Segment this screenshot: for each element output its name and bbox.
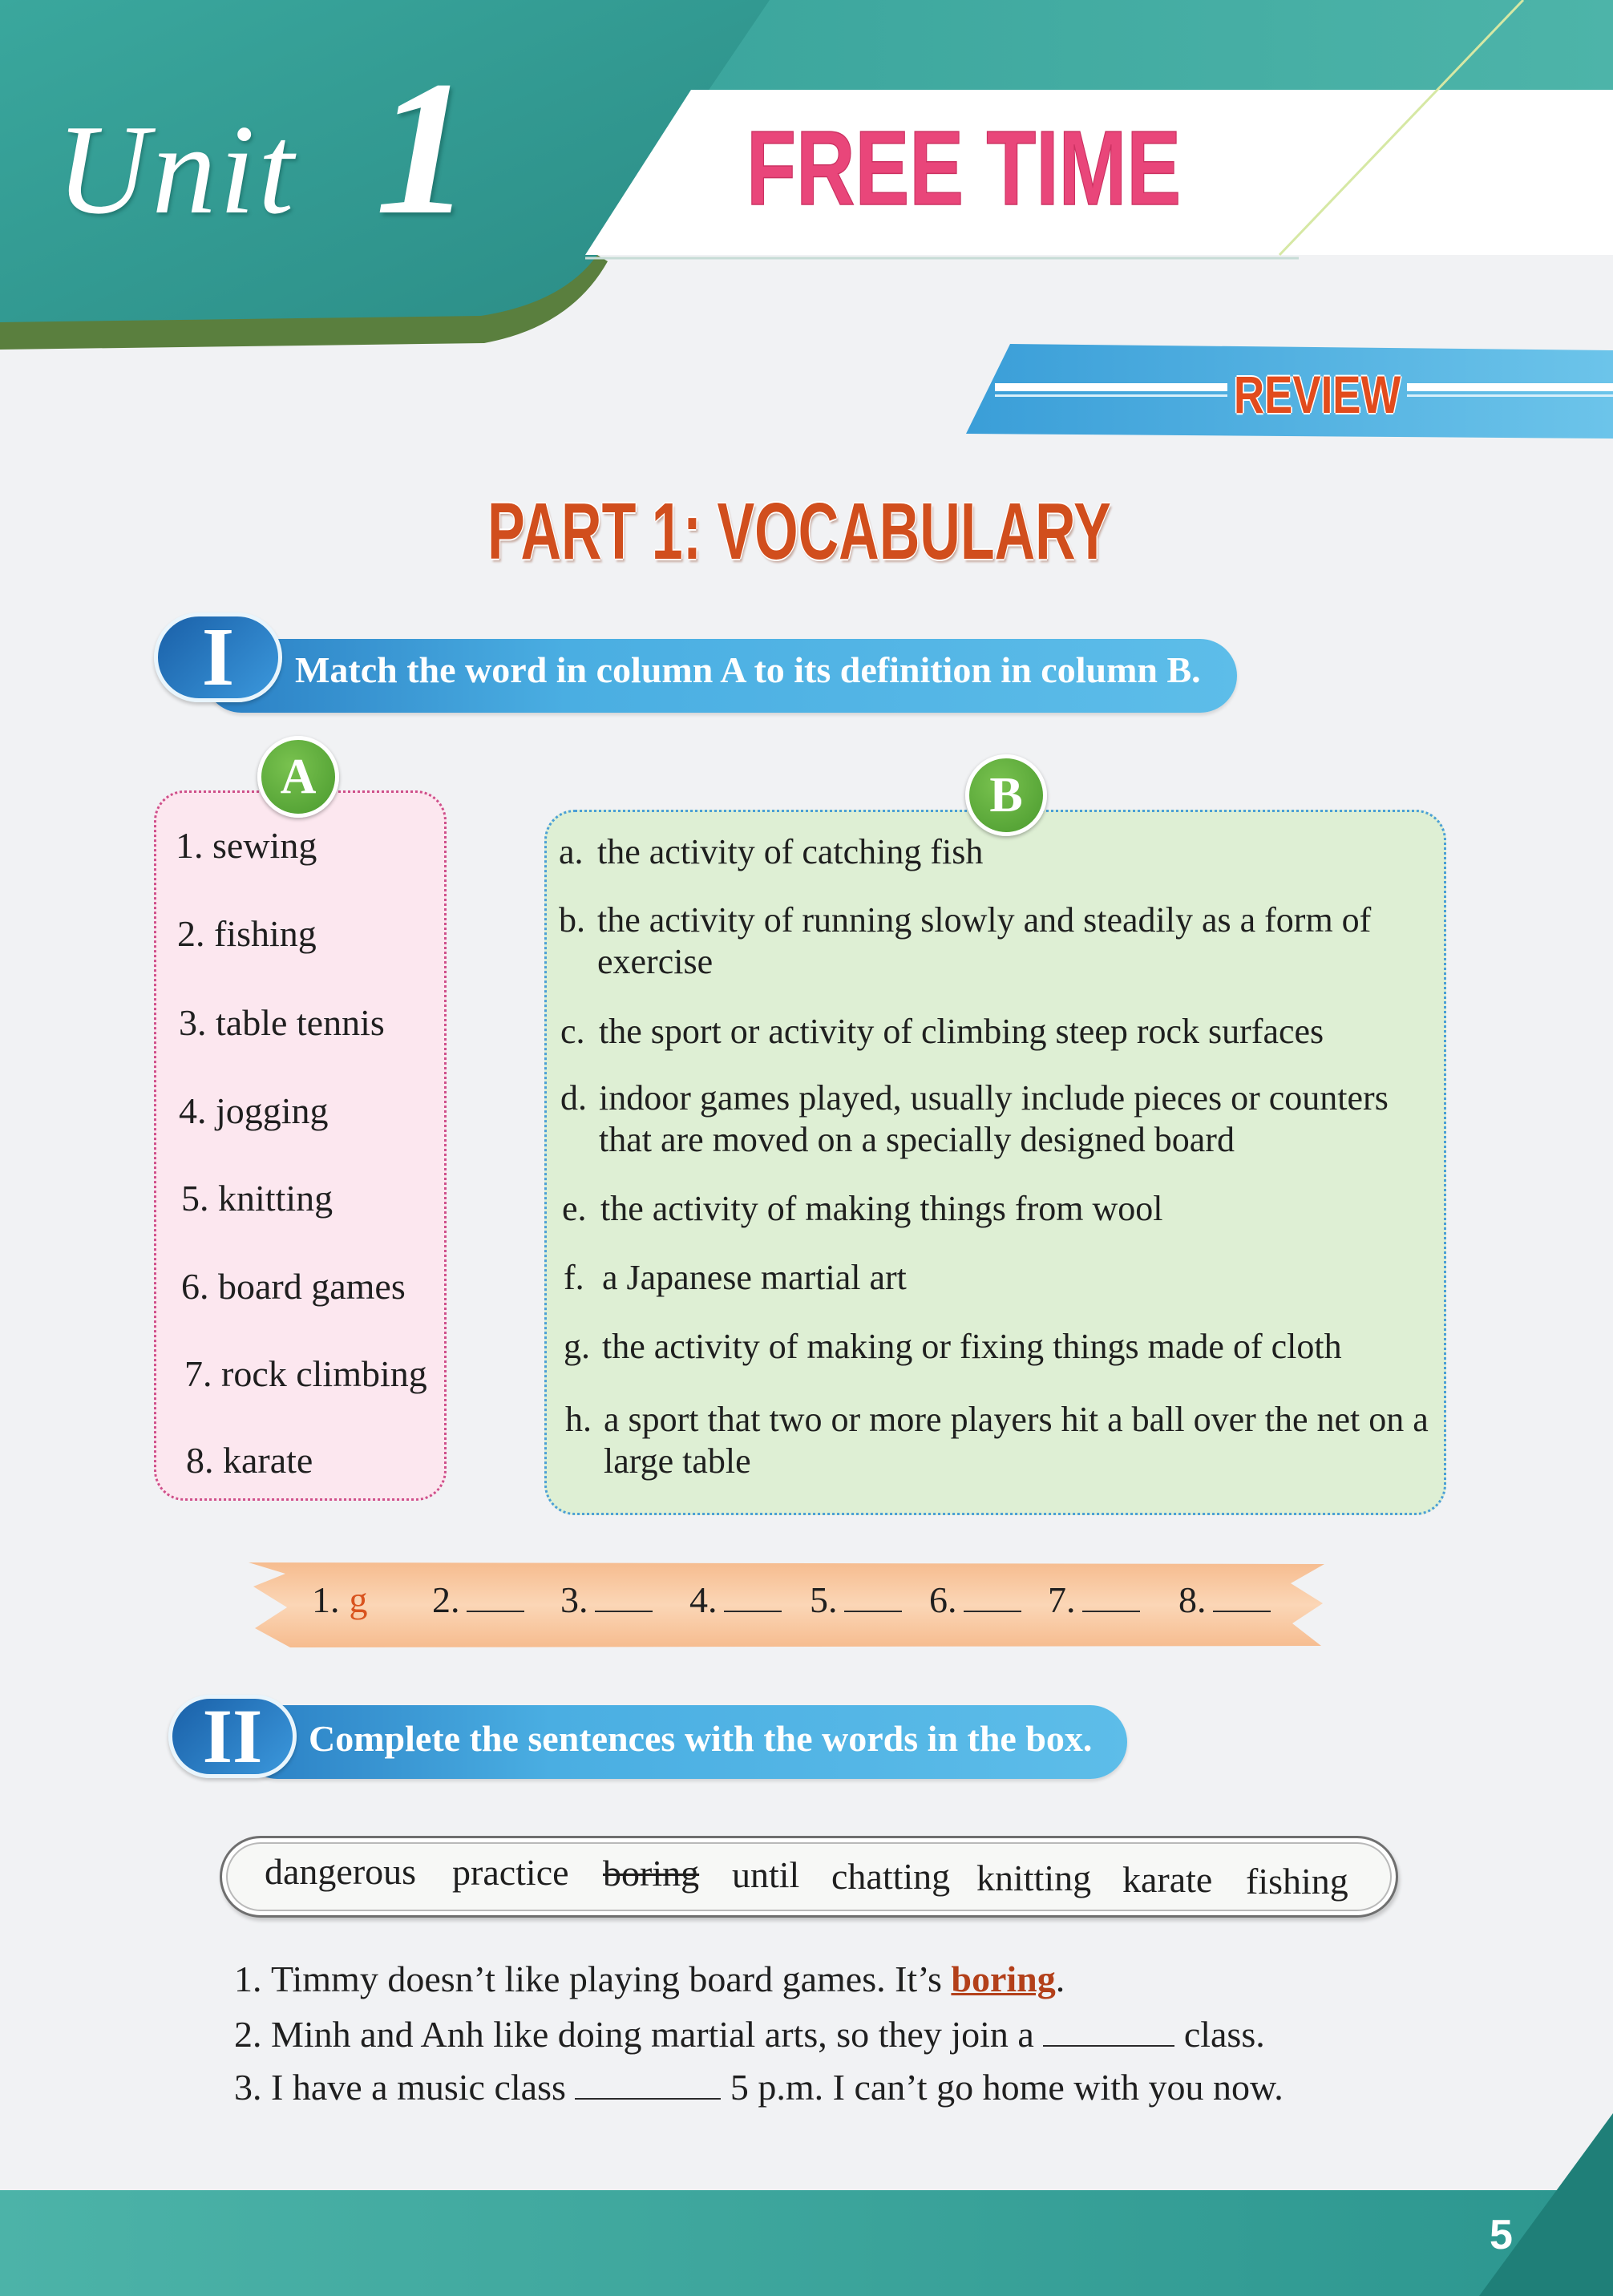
column-a-item: 7. rock climbing <box>184 1353 427 1394</box>
column-b-item-a <box>559 831 983 873</box>
unit-title: FREE TIME <box>746 109 1182 227</box>
answer-number: 2. <box>432 1579 460 1620</box>
definition-line: a Japanese martial art <box>602 1258 907 1297</box>
definition-line: the activity of running slowly and steadily as a form of <box>597 900 1372 940</box>
footer-background <box>0 2100 1613 2296</box>
word-box-word-crossed: boring <box>603 1853 700 1894</box>
answer-item-8 <box>1178 1579 1271 1621</box>
column-b-item-h <box>565 1399 1429 1482</box>
answer-item-2 <box>432 1579 524 1621</box>
definition-text <box>597 831 983 873</box>
word-box-word: chatting <box>831 1856 951 1897</box>
sentence-number: 3. <box>234 2067 262 2108</box>
column-a-item: 1. sewing <box>176 825 317 866</box>
column-b-item-c <box>560 1011 1324 1053</box>
sentence-blank <box>1043 2040 1174 2047</box>
definition-line: indoor games played, usually include pieces or counters <box>599 1078 1389 1118</box>
definition-letter: h. <box>565 1400 592 1439</box>
sentence-text-end: . <box>1055 1958 1065 1999</box>
answer-item-1 <box>312 1579 368 1621</box>
definition-text <box>604 1399 1429 1482</box>
answer-strip <box>241 1559 1335 1651</box>
definition-text <box>602 1326 1342 1368</box>
answer-number: 4. <box>689 1579 718 1620</box>
sentence-number: 2. <box>234 2014 262 2055</box>
sentence-1 <box>234 1958 1065 2000</box>
column-a-item: 3. table tennis <box>179 1002 385 1043</box>
answer-value: g <box>349 1579 368 1620</box>
column-b-item-f <box>564 1257 907 1299</box>
answer-number: 8. <box>1178 1579 1207 1620</box>
column-a-item: 2. fishing <box>177 913 317 954</box>
column-b-item-g <box>564 1326 1342 1368</box>
column-a-heading: A <box>257 736 339 818</box>
answer-blank <box>595 1606 653 1612</box>
word-box-word: fishing <box>1246 1861 1348 1902</box>
sentence-answer: boring <box>951 1958 1056 1999</box>
unit-number: 1 <box>375 41 471 254</box>
review-label: REVIEW <box>1234 365 1401 424</box>
page-number: 5 <box>1490 2212 1513 2258</box>
review-banner-subline-right <box>1407 394 1613 397</box>
answer-blank <box>1082 1606 1140 1612</box>
word-box-word: dangerous <box>265 1851 417 1892</box>
column-b-item-e <box>562 1188 1162 1230</box>
answer-number: 3. <box>560 1579 588 1620</box>
definition-text <box>600 1188 1162 1230</box>
answer-blank <box>964 1606 1021 1612</box>
column-a-item: 6. board games <box>181 1266 406 1307</box>
sentence-number: 1. <box>234 1958 262 1999</box>
answer-item-7 <box>1048 1579 1140 1621</box>
answer-item-6 <box>929 1579 1021 1621</box>
definition-line: the activity of catching fish <box>597 832 984 871</box>
definition-line: the sport or activity of climbing steep rock surfaces <box>599 1012 1324 1051</box>
answer-number: 6. <box>929 1579 957 1620</box>
sentence-text: I have a music class <box>271 2067 566 2108</box>
definition-text <box>602 1257 907 1299</box>
definition-letter: f. <box>564 1258 584 1297</box>
sentence-2 <box>234 2014 1265 2055</box>
column-b-item-b <box>559 899 1371 983</box>
column-a-item: 5. knitting <box>181 1178 334 1219</box>
definition-letter: d. <box>560 1078 587 1118</box>
definition-letter: e. <box>562 1189 587 1228</box>
definition-text <box>599 1011 1324 1053</box>
definition-line: exercise <box>597 942 714 981</box>
answer-blank <box>724 1606 782 1612</box>
word-box-word: practice <box>452 1852 569 1893</box>
exercise-1-instruction: Match the word in column A to its definition in column B. <box>295 649 1201 690</box>
answer-blank <box>467 1606 524 1612</box>
sentence-text-end: 5 p.m. I can’t go home with you now. <box>730 2067 1284 2108</box>
column-b-item-d <box>560 1077 1389 1161</box>
definition-text <box>597 899 1371 983</box>
answer-number: 1. <box>312 1579 340 1620</box>
answer-number: 7. <box>1048 1579 1076 1620</box>
definition-line: large table <box>604 1441 751 1481</box>
unit-label: Unit <box>56 98 297 241</box>
answer-strip-ribbon <box>249 1562 1324 1647</box>
exercise-1-numeral-badge: I <box>154 612 282 702</box>
footer-band <box>0 2190 1613 2296</box>
answer-number: 5. <box>810 1579 838 1620</box>
sentence-text: Timmy doesn’t like playing board games. It’s <box>271 1958 942 1999</box>
sentence-text-end: class. <box>1183 2014 1265 2055</box>
column-b-heading: B <box>965 754 1047 836</box>
word-box-word: knitting <box>976 1857 1092 1898</box>
review-banner-line-right <box>1407 383 1613 391</box>
definition-text <box>599 1077 1389 1161</box>
definition-line: the activity of making things from wool <box>600 1189 1163 1228</box>
answer-item-3 <box>560 1579 653 1621</box>
column-a-item: 4. jogging <box>179 1090 329 1131</box>
answer-blank <box>844 1606 902 1612</box>
definition-line: a sport that two or more players hit a ball over the net on a <box>604 1400 1429 1439</box>
sentence-text: Minh and Anh like doing martial arts, so they join a <box>271 2014 1034 2055</box>
review-banner-line-left <box>995 383 1227 391</box>
definition-letter: a. <box>559 832 584 871</box>
definition-line: that are moved on a specially designed board <box>599 1120 1235 1159</box>
definition-letter: c. <box>560 1012 585 1051</box>
word-box-word: karate <box>1122 1859 1213 1900</box>
part-title: PART 1: VOCABULARY <box>487 487 1111 576</box>
exercise-2-numeral-badge: II <box>168 1695 297 1778</box>
answer-item-4 <box>689 1579 782 1621</box>
definition-letter: g. <box>564 1327 590 1366</box>
column-a-item: 8. karate <box>186 1440 313 1481</box>
definition-line: the activity of making or fixing things made of cloth <box>602 1327 1342 1366</box>
exercise-2-instruction: Complete the sentences with the words in the box. <box>309 1718 1093 1759</box>
answer-item-5 <box>810 1579 902 1621</box>
answer-blank <box>1213 1606 1271 1612</box>
review-banner-subline-left <box>995 394 1227 397</box>
sentence-blank <box>575 2093 721 2100</box>
definition-letter: b. <box>559 900 585 940</box>
word-box-word: until <box>732 1854 800 1895</box>
